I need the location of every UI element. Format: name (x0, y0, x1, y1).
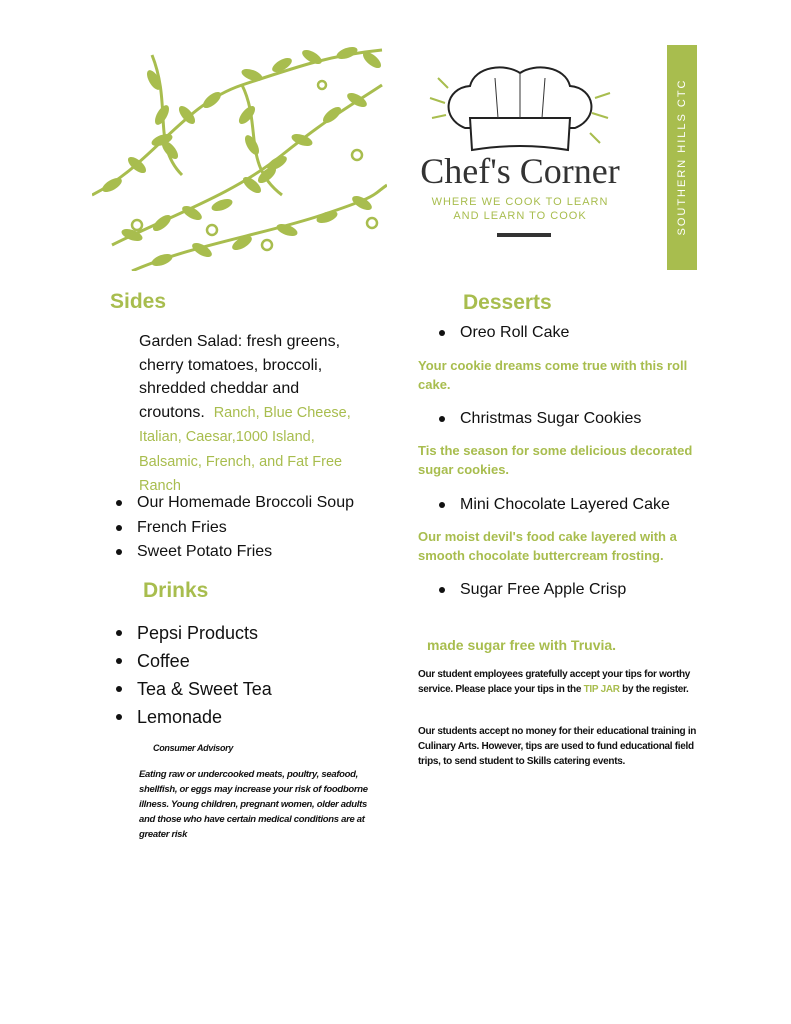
side-banner (667, 45, 697, 270)
list-item: Lemonade (114, 703, 272, 731)
leaf-shape (335, 45, 359, 61)
advisory-text: Eating raw or undercooked meats, poultry, seafood, shellfish, or eggs may increase your risk of foodborne illness. Young children, pregnant women, older adults and those who have certain medical conditions are at greater risk (139, 769, 368, 840)
leaf-shape (150, 212, 173, 234)
tips-text: Our student employees gratefully accept your tips for worthy service. Please place your tips in the (418, 669, 691, 695)
dessert-item (437, 494, 670, 516)
list-item: Tea & Sweet Tea (114, 675, 272, 703)
leaf-shape (236, 103, 258, 126)
advisory-title: Consumer Advisory (153, 743, 234, 753)
tip-jar-highlight: TIP JAR (583, 684, 620, 695)
list-item: Pepsi Products (114, 619, 272, 647)
dessert-item (437, 579, 626, 601)
divider-bar (497, 233, 551, 237)
list-item: French Fries (114, 516, 354, 541)
drinks-heading: Drinks (143, 579, 209, 602)
side-banner-text: SOUTHERN HILLS CTC (676, 78, 688, 236)
dessert-description: Your cookie dreams come true with this roll cake. (418, 358, 688, 392)
brand-tagline (400, 195, 640, 223)
chef-hat-icon (420, 58, 620, 158)
dessert-name: Oreo Roll Cake (437, 322, 569, 344)
list-item: Coffee (114, 647, 272, 675)
list-item: Sweet Potato Fries (114, 540, 354, 565)
salad-description: Garden Salad: fresh greens, cherry tomatoes, broccoli, shredded cheddar and croutons. (139, 333, 341, 421)
tips-paragraph (418, 667, 703, 697)
dessert-description: Tis the season for some delicious decorated sugar cookies. (418, 443, 693, 477)
dessert-name: Sugar Free Apple Crisp (437, 579, 626, 601)
tips-note: Our students accept no money for their educational training in Culinary Arts. However, tips are used to fund educational field trips, to send student to Skills catering events. (418, 726, 697, 767)
sides-list (114, 491, 354, 565)
tagline-line-1: WHERE WE COOK TO LEARN (431, 196, 609, 208)
garden-salad-item (139, 330, 364, 499)
dessert-description: made sugar free with Truvia. (427, 637, 617, 653)
vine-decoration-image (92, 45, 387, 271)
leaf-shape (200, 89, 223, 111)
dessert-name: Christmas Sugar Cookies (437, 408, 641, 430)
dessert-name: Mini Chocolate Layered Cake (437, 494, 670, 516)
tagline-line-2: AND LEARN TO COOK (453, 210, 587, 222)
leaf-shape (150, 252, 174, 269)
sides-heading: Sides (110, 290, 167, 313)
tips-text-end: by the register. (622, 684, 689, 695)
desserts-heading: Desserts (463, 291, 552, 314)
brand-title: Chef's Corner (420, 151, 620, 191)
drinks-list (114, 619, 272, 731)
leaf-shape (242, 133, 262, 157)
dressing-options: Ranch, Blue Cheese, Italian, Caesar,1000 Island, Balsamic, French, and Fat Free Ranch (139, 404, 351, 494)
dessert-description: Our moist devil's food cake layered with a smooth chocolate buttercream frosting. (418, 529, 677, 563)
list-item: Our Homemade Broccoli Soup (114, 491, 354, 516)
dessert-item (437, 408, 641, 430)
dessert-item (437, 322, 569, 344)
